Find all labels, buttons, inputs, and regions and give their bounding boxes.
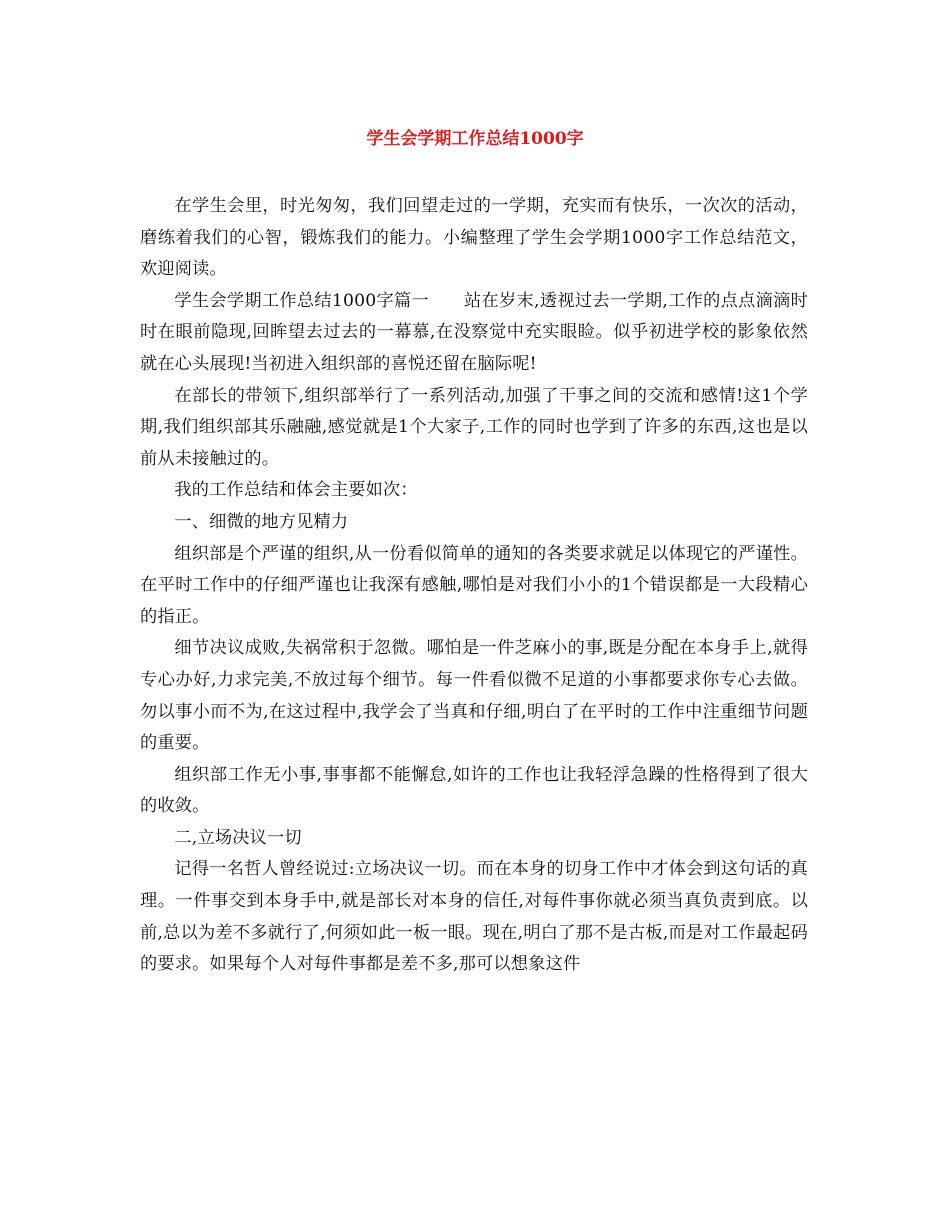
- paragraph-part-one: 学生会学期工作总结1000字篇一 站在岁末,透视过去一学期,工作的点点滴滴时时在眼前隐现,回眸望去过去的一幕慕,在没察觉中充实眼睑。似乎初进学校的影象依然就在心头展现!当初进入组织部的喜悦还留在脑际呢!: [140, 290, 808, 374]
- section-heading-one: 一、细微的地方见精力: [174, 511, 349, 532]
- paragraph-summary-lead: 我的工作总结和体会主要如次：: [174, 480, 418, 501]
- section-heading-two: 二,立场决议一切: [174, 827, 302, 848]
- paragraph-department: 在部长的带领下,组织部举行了一系列活动,加强了干事之间的交流和感情!这1个学期,我们组织部其乐融融,感觉就是1个大家子,工作的同时也学到了许多的东西,这也是以前从未接触过的。: [140, 385, 808, 469]
- paragraph-no-small-matters: 组织部工作无小事,事事都不能懈怠,如许的工作也让我轻浮急躁的性格得到了很大的收敛。: [140, 764, 808, 817]
- paragraph-details: 细节决议成败,失祸常积于忽微。哪怕是一件芝麻小的事,既是分配在本身手上,就得专心办好,力求完美,不放过每个细节。每一件看似微不足道的小事都要求你专心去做。勿以事小而不为,在这过程中,我学会了当真和仔细,明白了在平时的工作中注重细节问题的重要。: [140, 638, 808, 754]
- document-title: 学生会学期工作总结1000字: [366, 129, 584, 149]
- document-body: [140, 191, 808, 981]
- paragraph-rigor: 组织部是个严谨的组织,从一份看似简单的通知的各类要求就足以体现它的严谨性。在平时工作中的仔细严谨也让我深有感触,哪怕是对我们小小的1个错误都是一大段精心的指正。: [140, 543, 808, 627]
- paragraph-attitude: 记得一名哲人曾经说过:立场决议一切。而在本身的切身工作中才体会到这句话的真理。一件事交到本身手中,就是部长对本身的信任,对每件事你就必须当真负责到底。以前,总以为差不多就行了,何须如此一板一眼。现在,明白了那不是古板,而是对工作最起码的要求。如果每个人对每件事都是差不多,那可以想象这件: [140, 859, 808, 975]
- paragraph-intro: 在学生会里，时光匆匆，我们回望走过的一学期，充实而有快乐，一次次的活动，磨练着我们的心智，锻炼我们的能力。小编整理了学生会学期1000字工作总结范文，欢迎阅读。: [140, 196, 808, 280]
